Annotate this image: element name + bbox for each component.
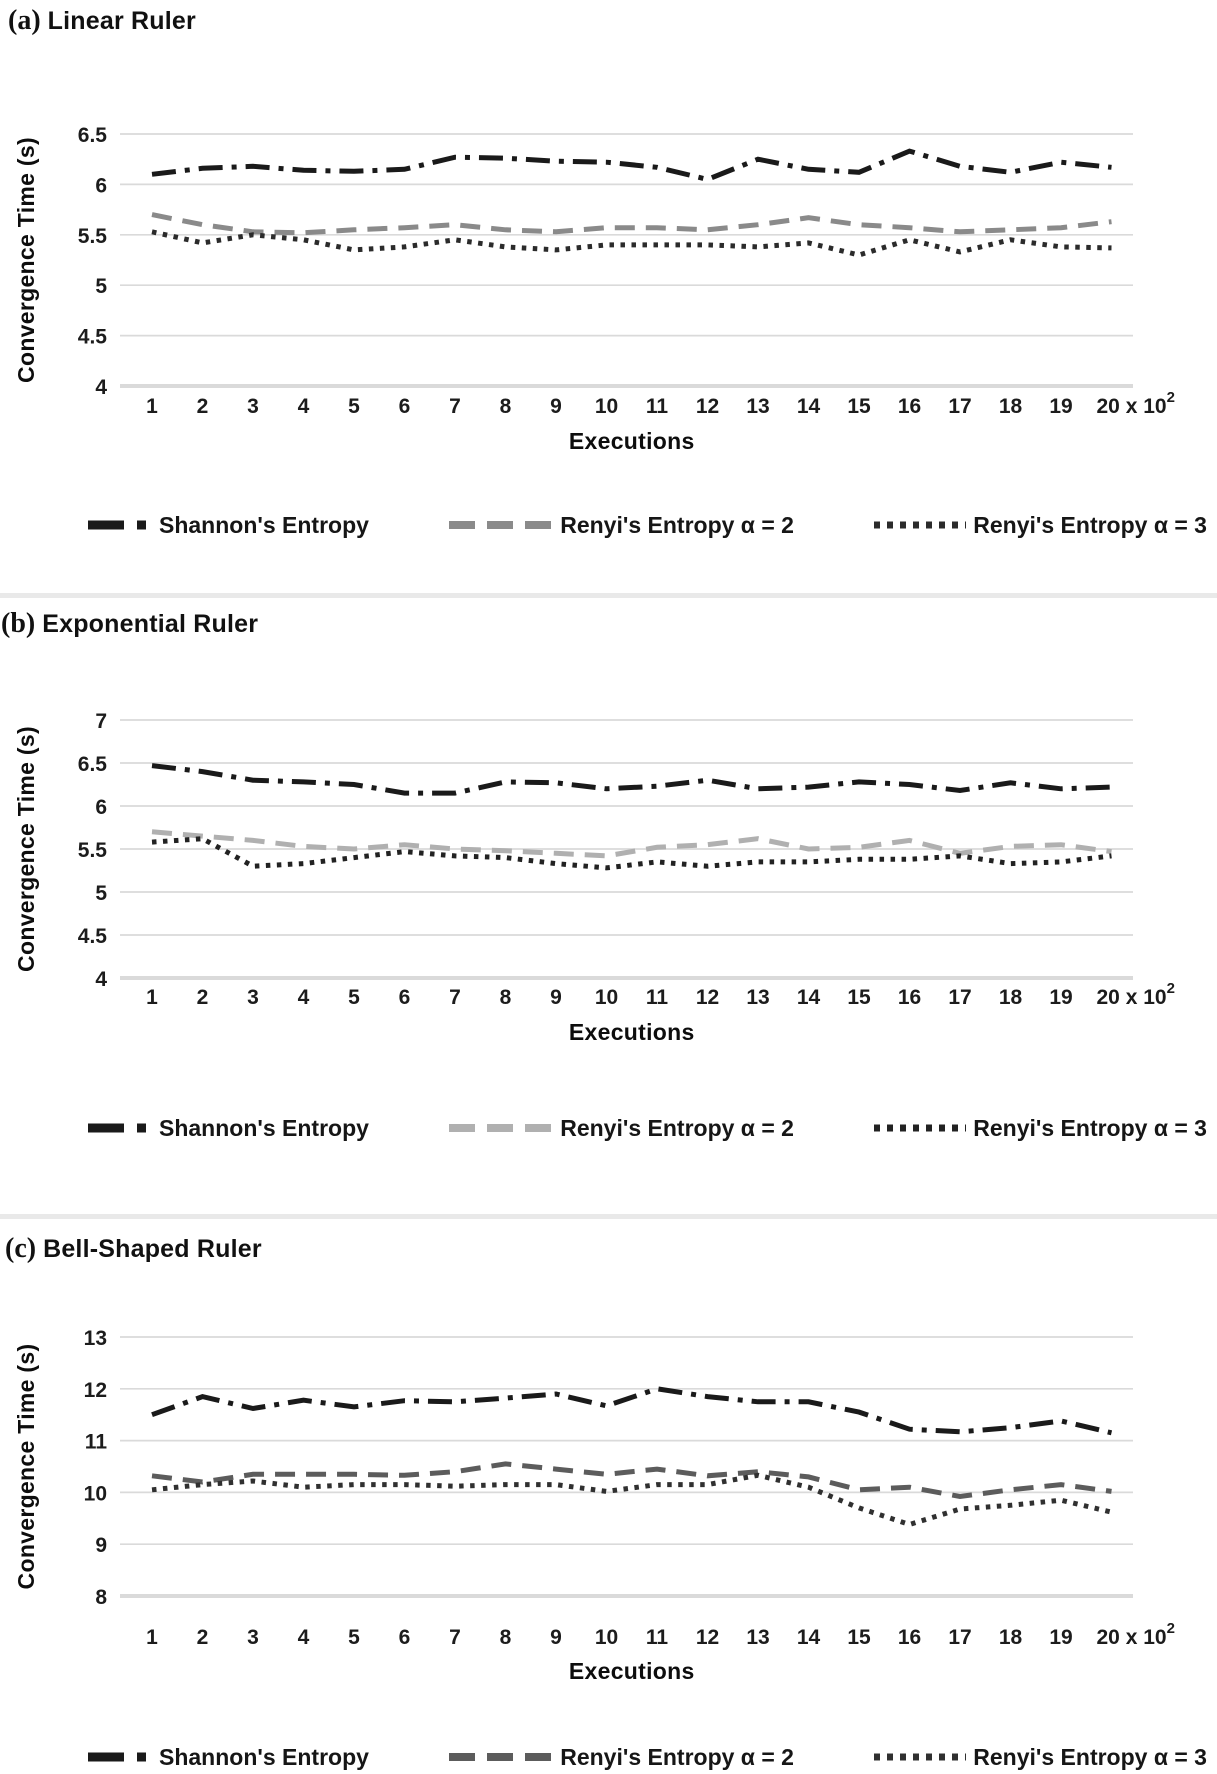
svg-text:11: 11 — [645, 986, 669, 1009]
legend-label-renyi-3: Renyi's Entropy α = 3 — [973, 1114, 1207, 1141]
renyi2-line-sample-icon — [449, 518, 553, 532]
legend-item-shannon — [88, 1744, 369, 1771]
svg-text:6.5: 6.5 — [77, 753, 107, 776]
svg-text:Convergence Time (s): Convergence Time (s) — [13, 137, 39, 383]
svg-text:18: 18 — [998, 395, 1023, 418]
svg-text:14: 14 — [796, 395, 821, 418]
svg-text:12: 12 — [695, 1626, 720, 1649]
svg-text:1: 1 — [146, 986, 158, 1009]
legend-linear-ruler — [0, 511, 1217, 539]
svg-text:6.5: 6.5 — [77, 124, 107, 147]
svg-text:5.5: 5.5 — [77, 839, 107, 862]
legend-label-renyi-3: Renyi's Entropy α = 3 — [973, 511, 1207, 538]
svg-text:19: 19 — [1049, 1626, 1073, 1649]
svg-text:16: 16 — [897, 986, 922, 1009]
svg-text:20 x 102: 20 x $10^2$ — [1096, 389, 1175, 418]
svg-text:1: 1 — [146, 395, 158, 418]
svg-text:13: 13 — [83, 1327, 107, 1350]
svg-text:17: 17 — [948, 1626, 972, 1649]
panel-linear-ruler — [0, 5, 1217, 539]
panel-bell-shaped-ruler — [0, 1233, 1217, 1771]
svg-text:16: 16 — [897, 395, 922, 418]
svg-text:5: 5 — [95, 275, 107, 299]
svg-text:4: 4 — [297, 1626, 310, 1649]
svg-text:1: 1 — [146, 1626, 158, 1649]
svg-text:17: 17 — [948, 986, 972, 1009]
svg-text:15: 15 — [847, 1626, 871, 1649]
panel-b-index-label: (b) — [1, 608, 36, 639]
svg-text:19: 19 — [1049, 395, 1073, 418]
shannon-line-sample-icon — [88, 518, 152, 532]
svg-text:9: 9 — [550, 986, 562, 1009]
svg-text:Executions: Executions — [568, 428, 695, 454]
legend-item-renyi-3 — [874, 512, 1207, 539]
svg-text:18: 18 — [998, 1626, 1023, 1649]
svg-text:13: 13 — [746, 986, 770, 1009]
svg-text:4: 4 — [95, 968, 107, 991]
svg-text:7: 7 — [449, 986, 461, 1009]
panel-a-title-text: Linear Ruler — [47, 7, 196, 35]
svg-text:Executions: Executions — [568, 1019, 695, 1045]
renyi3-line-sample-icon — [874, 1750, 966, 1764]
svg-text:10: 10 — [594, 395, 619, 418]
legend-label-renyi-2: Renyi's Entropy α = 2 — [560, 1114, 794, 1141]
svg-text:Convergence Time (s): Convergence Time (s) — [13, 1343, 39, 1590]
svg-text:3: 3 — [247, 986, 259, 1009]
legend-label-renyi-3: Renyi's Entropy α = 3 — [973, 1743, 1207, 1770]
renyi2-line-sample-icon — [449, 1121, 553, 1135]
line-chart-exponential-ruler — [0, 644, 1217, 1052]
svg-text:10: 10 — [594, 1626, 619, 1649]
svg-text:15: 15 — [847, 986, 871, 1009]
svg-text:4.5: 4.5 — [77, 325, 107, 349]
legend-item-renyi-2 — [449, 1744, 794, 1771]
svg-text:6: 6 — [95, 174, 107, 198]
svg-text:4: 4 — [95, 376, 107, 399]
legend-item-renyi-3 — [874, 1744, 1207, 1771]
svg-text:13: 13 — [746, 1626, 770, 1649]
panel-b-title-text: Exponential Ruler — [42, 610, 259, 638]
svg-text:11: 11 — [645, 1626, 669, 1649]
svg-text:15: 15 — [847, 395, 871, 418]
svg-text:9: 9 — [550, 395, 562, 418]
legend-item-shannon — [88, 512, 369, 539]
svg-text:5: 5 — [95, 882, 107, 905]
svg-text:3: 3 — [247, 1626, 259, 1649]
svg-text:8: 8 — [499, 986, 512, 1009]
panel-b-title — [0, 608, 1217, 644]
svg-text:10: 10 — [83, 1482, 107, 1506]
legend-item-renyi-2 — [449, 512, 794, 539]
svg-text:7: 7 — [449, 395, 461, 418]
svg-text:2: 2 — [196, 986, 209, 1009]
svg-text:9: 9 — [550, 1626, 562, 1649]
svg-text:7: 7 — [95, 710, 107, 733]
svg-text:5.5: 5.5 — [77, 224, 107, 248]
svg-text:16: 16 — [897, 1626, 922, 1649]
svg-text:7: 7 — [449, 1626, 461, 1649]
svg-text:5: 5 — [348, 1626, 360, 1649]
svg-text:4.5: 4.5 — [77, 925, 107, 948]
panel-c-title — [0, 1233, 1217, 1269]
legend-label-renyi-2: Renyi's Entropy α = 2 — [560, 1743, 794, 1770]
shannon-line-sample-icon — [88, 1750, 152, 1764]
svg-text:8: 8 — [499, 1626, 512, 1649]
panel-divider — [0, 1214, 1217, 1219]
svg-text:4: 4 — [297, 395, 310, 418]
legend-bell-shaped-ruler — [0, 1743, 1217, 1771]
svg-text:2: 2 — [196, 395, 209, 418]
legend-label-shannon: Shannon's Entropy — [159, 511, 369, 538]
svg-text:10: 10 — [594, 986, 619, 1009]
svg-text:3: 3 — [247, 395, 259, 418]
svg-text:11: 11 — [645, 395, 669, 418]
figure-page — [0, 5, 1217, 1774]
legend-item-renyi-2 — [449, 1115, 794, 1142]
svg-text:6: 6 — [398, 1626, 411, 1649]
svg-text:6: 6 — [398, 395, 411, 418]
panel-divider — [0, 593, 1217, 598]
svg-text:6: 6 — [398, 986, 411, 1009]
svg-text:20 x 102: 20 x $10^2$ — [1096, 1620, 1175, 1649]
panel-a-index-label: (a) — [8, 5, 41, 36]
svg-text:5: 5 — [348, 986, 360, 1009]
svg-text:2: 2 — [196, 1626, 209, 1649]
svg-text:12: 12 — [695, 395, 720, 418]
line-chart-bell-shaped-ruler — [0, 1269, 1217, 1699]
panel-exponential-ruler — [0, 608, 1217, 1142]
svg-text:4: 4 — [297, 986, 310, 1009]
svg-text:8: 8 — [499, 395, 512, 418]
svg-text:Executions: Executions — [568, 1658, 695, 1684]
legend-label-shannon: Shannon's Entropy — [159, 1743, 369, 1770]
svg-text:8: 8 — [95, 1586, 107, 1609]
svg-text:Convergence Time (s): Convergence Time (s) — [13, 726, 39, 972]
line-chart-linear-ruler — [0, 41, 1217, 466]
svg-text:11: 11 — [84, 1430, 107, 1454]
svg-text:9: 9 — [95, 1534, 107, 1558]
svg-text:6: 6 — [95, 796, 107, 819]
svg-text:14: 14 — [796, 1626, 821, 1649]
legend-label-shannon: Shannon's Entropy — [159, 1114, 369, 1141]
legend-item-renyi-3 — [874, 1115, 1207, 1142]
panel-c-index-label: (c) — [5, 1233, 37, 1264]
renyi2-line-sample-icon — [449, 1750, 553, 1764]
panel-c-title-text: Bell-Shaped Ruler — [43, 1235, 262, 1263]
svg-text:12: 12 — [83, 1378, 107, 1402]
svg-text:20 x 102: 20 x $10^2$ — [1096, 980, 1175, 1009]
svg-text:14: 14 — [796, 986, 821, 1009]
svg-text:12: 12 — [695, 986, 720, 1009]
shannon-line-sample-icon — [88, 1121, 152, 1135]
legend-item-shannon — [88, 1115, 369, 1142]
svg-text:18: 18 — [998, 986, 1023, 1009]
legend-exponential-ruler — [0, 1114, 1217, 1142]
renyi3-line-sample-icon — [874, 518, 966, 532]
svg-text:17: 17 — [948, 395, 972, 418]
panel-a-title — [0, 5, 1217, 41]
svg-text:19: 19 — [1049, 986, 1073, 1009]
legend-label-renyi-2: Renyi's Entropy α = 2 — [560, 511, 794, 538]
svg-text:13: 13 — [746, 395, 770, 418]
svg-text:5: 5 — [348, 395, 360, 418]
renyi3-line-sample-icon — [874, 1121, 966, 1135]
